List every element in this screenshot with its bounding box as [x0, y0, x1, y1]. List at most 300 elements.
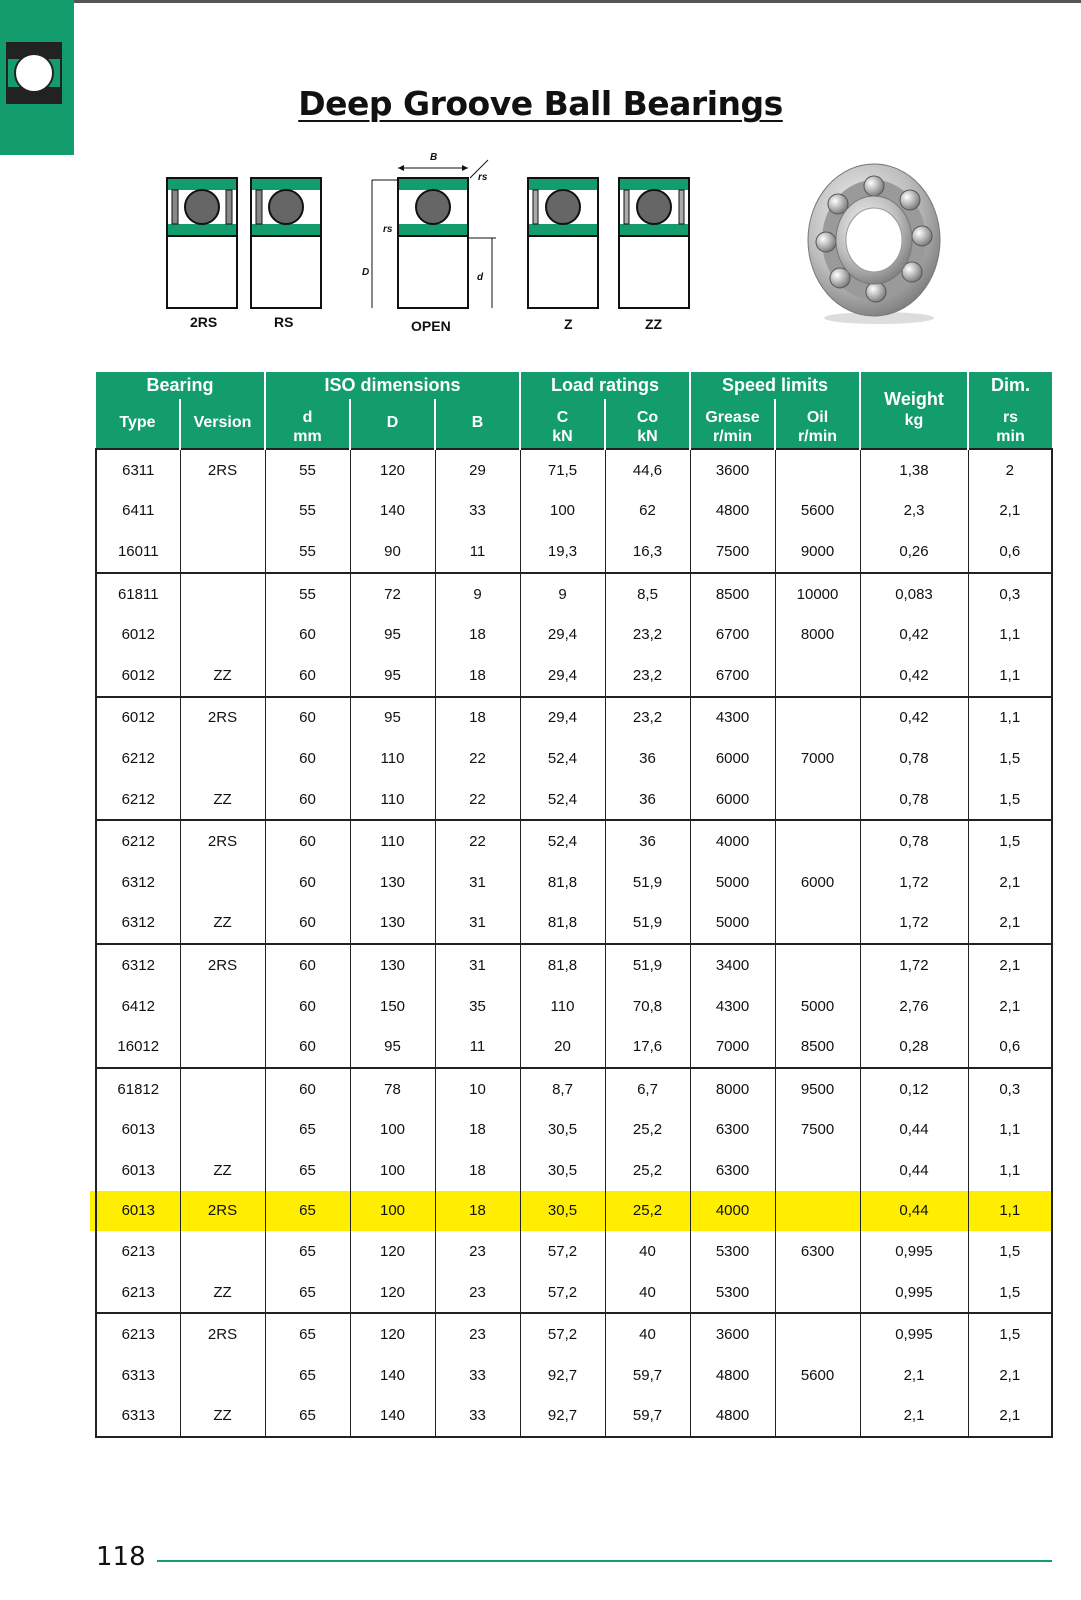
table-cell: 51,9	[605, 903, 690, 945]
diagram-label-zz: ZZ	[645, 316, 663, 332]
table-row	[96, 1191, 1052, 1232]
table-cell: 17,6	[605, 1026, 690, 1068]
table-row	[96, 820, 1052, 862]
table-cell: 110	[350, 820, 435, 862]
table-cell	[180, 1026, 265, 1068]
table-cell	[180, 614, 265, 655]
table-cell: 1,38	[860, 449, 968, 491]
table-cell: 30,5	[520, 1191, 605, 1232]
table-cell: 30,5	[520, 1150, 605, 1191]
table-cell: 4800	[690, 1396, 775, 1438]
section-tab	[0, 0, 74, 155]
table-row	[96, 1150, 1052, 1191]
table-cell: 120	[350, 449, 435, 491]
table-cell: 130	[350, 862, 435, 903]
table-cell: 100	[520, 491, 605, 532]
table-cell	[180, 531, 265, 573]
table-row	[96, 1313, 1052, 1355]
table-cell: 6300	[775, 1231, 860, 1272]
table-cell: 0,6	[968, 1026, 1052, 1068]
group-header-load: Load ratings	[520, 372, 690, 399]
table-cell: 18	[435, 1150, 520, 1191]
table-cell: 95	[350, 1026, 435, 1068]
table-cell: 16,3	[605, 531, 690, 573]
col-header-version: Version	[180, 399, 265, 449]
table-cell: 59,7	[605, 1355, 690, 1396]
table-cell: 33	[435, 1355, 520, 1396]
group-header-iso: ISO dimensions	[265, 372, 520, 399]
table-cell: 52,4	[520, 820, 605, 862]
table-cell: 120	[350, 1313, 435, 1355]
table-cell: 59,7	[605, 1396, 690, 1438]
table-cell: 140	[350, 491, 435, 532]
weight-label: Weight	[884, 389, 944, 409]
table-cell: 1,1	[968, 1191, 1052, 1232]
table-cell: 6212	[96, 779, 180, 821]
spec-table-body	[96, 449, 1052, 1437]
table-cell: 40	[605, 1272, 690, 1314]
table-cell: 36	[605, 779, 690, 821]
table-cell: 8000	[690, 1068, 775, 1110]
table-cell: 65	[265, 1355, 350, 1396]
table-cell: ZZ	[180, 1396, 265, 1438]
table-cell: 6300	[690, 1110, 775, 1151]
table-cell: 60	[265, 779, 350, 821]
table-cell: 6013	[96, 1110, 180, 1151]
table-cell: 2,1	[968, 1355, 1052, 1396]
table-cell: 130	[350, 903, 435, 945]
table-cell: 0,42	[860, 697, 968, 739]
table-cell: 6212	[96, 820, 180, 862]
table-cell: 7500	[775, 1110, 860, 1151]
table-cell: 31	[435, 862, 520, 903]
table-cell	[775, 1191, 860, 1232]
table-cell: 100	[350, 1191, 435, 1232]
col-d-label: d	[302, 409, 313, 426]
table-cell: 29,4	[520, 614, 605, 655]
table-cell: 25,2	[605, 1150, 690, 1191]
col-grease-label: Grease	[705, 409, 760, 426]
table-cell: 8,5	[605, 573, 690, 615]
table-cell: 65	[265, 1272, 350, 1314]
table-row	[96, 655, 1052, 697]
table-cell: 140	[350, 1355, 435, 1396]
top-rule	[0, 0, 1081, 3]
table-cell: 0,3	[968, 573, 1052, 615]
table-cell: 6012	[96, 697, 180, 739]
table-cell: 4800	[690, 491, 775, 532]
table-cell: 5300	[690, 1231, 775, 1272]
table-cell: 6700	[690, 655, 775, 697]
bearing-photo	[804, 158, 954, 328]
table-cell: 60	[265, 1026, 350, 1068]
table-cell: 110	[350, 779, 435, 821]
table-cell: 60	[265, 903, 350, 945]
table-row	[96, 614, 1052, 655]
table-cell: 30,5	[520, 1110, 605, 1151]
table-cell: 6213	[96, 1313, 180, 1355]
table-cell: 4800	[690, 1355, 775, 1396]
table-cell	[775, 655, 860, 697]
group-header-bearing: Bearing	[96, 372, 265, 399]
table-cell: 1,5	[968, 1313, 1052, 1355]
table-cell: 55	[265, 449, 350, 491]
table-cell	[775, 697, 860, 739]
table-cell: 8000	[775, 614, 860, 655]
col-c-unit: kN	[552, 428, 573, 445]
table-cell: 1,72	[860, 862, 968, 903]
table-cell: 31	[435, 903, 520, 945]
table-row	[96, 944, 1052, 986]
table-cell: 61812	[96, 1068, 180, 1110]
table-cell: 81,8	[520, 944, 605, 986]
table-cell: 11	[435, 1026, 520, 1068]
table-cell: 60	[265, 944, 350, 986]
table-cell: 110	[520, 986, 605, 1027]
table-cell: 2,1	[968, 986, 1052, 1027]
table-cell: 8500	[775, 1026, 860, 1068]
table-cell: 18	[435, 655, 520, 697]
table-cell: 6311	[96, 449, 180, 491]
col-header-type: Type	[96, 399, 180, 449]
table-cell: 60	[265, 820, 350, 862]
table-cell	[180, 986, 265, 1027]
table-cell: ZZ	[180, 1272, 265, 1314]
table-cell: 2,3	[860, 491, 968, 532]
table-cell: 130	[350, 944, 435, 986]
table-row	[96, 1355, 1052, 1396]
table-cell: 2	[968, 449, 1052, 491]
table-cell: 6313	[96, 1396, 180, 1438]
table-cell: 51,9	[605, 862, 690, 903]
diagram-label-open: OPEN	[411, 318, 451, 334]
col-header-d	[265, 399, 350, 449]
table-cell: 22	[435, 820, 520, 862]
table-cell: 6213	[96, 1231, 180, 1272]
table-cell: 8500	[690, 573, 775, 615]
table-cell	[180, 1110, 265, 1151]
table-cell: 6313	[96, 1355, 180, 1396]
table-row	[96, 573, 1052, 615]
table-cell: 5000	[690, 862, 775, 903]
table-cell: 65	[265, 1110, 350, 1151]
table-row	[96, 449, 1052, 491]
table-cell: 150	[350, 986, 435, 1027]
diagram-rs	[251, 178, 321, 330]
table-cell: 29,4	[520, 697, 605, 739]
table-cell: 55	[265, 573, 350, 615]
table-cell: ZZ	[180, 903, 265, 945]
table-cell: 62	[605, 491, 690, 532]
table-cell: 0,42	[860, 614, 968, 655]
table-cell: 6000	[775, 862, 860, 903]
table-cell	[180, 491, 265, 532]
table-cell: 5300	[690, 1272, 775, 1314]
table-cell	[775, 1396, 860, 1438]
col-rs-unit: min	[996, 428, 1025, 445]
table-row	[96, 1231, 1052, 1272]
table-cell: 1,72	[860, 903, 968, 945]
table-cell: 5000	[690, 903, 775, 945]
table-cell: 1,1	[968, 697, 1052, 739]
table-row	[96, 697, 1052, 739]
table-cell: 95	[350, 614, 435, 655]
table-cell: 0,42	[860, 655, 968, 697]
table-cell: 23,2	[605, 655, 690, 697]
table-cell: 0,083	[860, 573, 968, 615]
table-cell: 2,1	[968, 903, 1052, 945]
table-cell: 35	[435, 986, 520, 1027]
table-cell: 0,26	[860, 531, 968, 573]
table-cell: 81,8	[520, 862, 605, 903]
table-cell: 6212	[96, 738, 180, 779]
table-row	[96, 1396, 1052, 1438]
table-cell: 4300	[690, 697, 775, 739]
table-cell: 20	[520, 1026, 605, 1068]
table-cell: 2RS	[180, 820, 265, 862]
table-cell: 5000	[775, 986, 860, 1027]
col-header-outer-d: D	[350, 399, 435, 449]
table-cell: 6012	[96, 655, 180, 697]
table-row	[96, 779, 1052, 821]
table-row	[96, 738, 1052, 779]
table-cell: 140	[350, 1396, 435, 1438]
dim-label-b: B	[430, 152, 438, 163]
col-co-label: Co	[636, 409, 659, 426]
table-cell: 52,4	[520, 738, 605, 779]
table-cell	[180, 1231, 265, 1272]
table-cell: 44,6	[605, 449, 690, 491]
table-cell: 6013	[96, 1191, 180, 1232]
table-cell: 5600	[775, 1355, 860, 1396]
table-cell: 1,72	[860, 944, 968, 986]
diagram-open	[362, 152, 496, 334]
table-cell: 2,1	[968, 862, 1052, 903]
table-cell: 18	[435, 1191, 520, 1232]
group-header-weight	[860, 372, 968, 449]
table-cell: 7500	[690, 531, 775, 573]
table-cell: 60	[265, 738, 350, 779]
table-cell: 2RS	[180, 1313, 265, 1355]
group-header-dim: Dim.	[968, 372, 1052, 399]
table-cell: 1,5	[968, 1272, 1052, 1314]
table-cell: 65	[265, 1231, 350, 1272]
table-cell: 1,1	[968, 1110, 1052, 1151]
table-cell: 2,1	[860, 1355, 968, 1396]
table-cell: 6013	[96, 1150, 180, 1191]
table-cell: 2,76	[860, 986, 968, 1027]
table-cell: 19,3	[520, 531, 605, 573]
table-cell: 1,1	[968, 655, 1052, 697]
table-cell: 7000	[775, 738, 860, 779]
table-cell: 6012	[96, 614, 180, 655]
table-cell: 6000	[690, 779, 775, 821]
table-cell: 6312	[96, 944, 180, 986]
table-row	[96, 1110, 1052, 1151]
table-cell: 60	[265, 986, 350, 1027]
table-cell: 57,2	[520, 1272, 605, 1314]
table-cell: 92,7	[520, 1396, 605, 1438]
table-cell: 60	[265, 697, 350, 739]
table-cell: 6412	[96, 986, 180, 1027]
col-header-co	[605, 399, 690, 449]
weight-unit: kg	[904, 412, 924, 429]
table-cell: ZZ	[180, 1150, 265, 1191]
diagram-label-z: Z	[564, 316, 573, 332]
table-cell: 0,28	[860, 1026, 968, 1068]
col-d-unit: mm	[293, 428, 322, 445]
table-cell: 60	[265, 862, 350, 903]
table-cell: ZZ	[180, 779, 265, 821]
table-cell: ZZ	[180, 655, 265, 697]
table-cell: 0,78	[860, 779, 968, 821]
table-cell	[775, 820, 860, 862]
table-cell: 0,44	[860, 1110, 968, 1151]
table-cell: 29	[435, 449, 520, 491]
table-cell: 22	[435, 779, 520, 821]
table-cell	[775, 1313, 860, 1355]
bearing-variant-diagrams	[0, 150, 720, 350]
table-row	[96, 1272, 1052, 1314]
table-cell: 2,1	[968, 944, 1052, 986]
table-cell: 0,995	[860, 1313, 968, 1355]
dim-label-rs-side: rs	[383, 224, 393, 235]
table-cell: 1,5	[968, 820, 1052, 862]
table-cell: 9500	[775, 1068, 860, 1110]
table-row	[96, 1026, 1052, 1068]
table-cell: 0,6	[968, 531, 1052, 573]
table-cell: 0,3	[968, 1068, 1052, 1110]
table-cell: 61811	[96, 573, 180, 615]
table-cell: 18	[435, 614, 520, 655]
table-row	[96, 531, 1052, 573]
table-cell: 100	[350, 1150, 435, 1191]
table-cell: 3400	[690, 944, 775, 986]
dim-label-d-outer: D	[362, 267, 370, 278]
table-cell: 51,9	[605, 944, 690, 986]
table-cell: 10000	[775, 573, 860, 615]
group-header-speed: Speed limits	[690, 372, 860, 399]
table-cell	[775, 944, 860, 986]
table-cell	[180, 738, 265, 779]
table-cell: 4000	[690, 820, 775, 862]
footer-rule	[157, 1560, 1052, 1562]
table-cell: 31	[435, 944, 520, 986]
table-cell: 1,5	[968, 1231, 1052, 1272]
table-cell: 0,44	[860, 1150, 968, 1191]
table-cell: 6300	[690, 1150, 775, 1191]
col-grease-unit: r/min	[712, 428, 753, 445]
table-cell: 22	[435, 738, 520, 779]
diagram-zz	[619, 178, 689, 332]
table-cell: 95	[350, 655, 435, 697]
dim-label-d-inner: d	[477, 272, 484, 283]
col-header-oil	[775, 399, 860, 449]
table-cell: 6213	[96, 1272, 180, 1314]
table-cell: 11	[435, 531, 520, 573]
table-cell: 1,1	[968, 614, 1052, 655]
dim-label-rs-top: rs	[478, 172, 488, 183]
table-cell: 1,5	[968, 738, 1052, 779]
table-cell: 33	[435, 1396, 520, 1438]
table-cell: 2,1	[968, 1396, 1052, 1438]
table-cell	[775, 779, 860, 821]
table-cell: 55	[265, 491, 350, 532]
col-rs-label: rs	[1002, 409, 1019, 426]
table-cell: 95	[350, 697, 435, 739]
table-cell: 0,995	[860, 1231, 968, 1272]
col-co-unit: kN	[637, 428, 658, 445]
col-oil-unit: r/min	[797, 428, 838, 445]
table-cell: 120	[350, 1272, 435, 1314]
table-cell: 9	[520, 573, 605, 615]
table-cell: 2RS	[180, 944, 265, 986]
table-cell: 6,7	[605, 1068, 690, 1110]
table-cell: 65	[265, 1150, 350, 1191]
table-cell: 29,4	[520, 655, 605, 697]
col-header-b: B	[435, 399, 520, 449]
table-cell: 9000	[775, 531, 860, 573]
table-cell: 7000	[690, 1026, 775, 1068]
col-header-c	[520, 399, 605, 449]
diagram-label-rs: RS	[274, 314, 294, 330]
table-cell: 40	[605, 1231, 690, 1272]
table-cell	[180, 1355, 265, 1396]
table-cell: 6312	[96, 862, 180, 903]
table-cell: 23	[435, 1313, 520, 1355]
table-cell: 2,1	[860, 1396, 968, 1438]
table-cell: 10	[435, 1068, 520, 1110]
table-cell: 2,1	[968, 491, 1052, 532]
table-cell: 23	[435, 1231, 520, 1272]
col-oil-label: Oil	[806, 409, 829, 426]
table-cell: 65	[265, 1313, 350, 1355]
table-cell	[775, 903, 860, 945]
table-cell: 72	[350, 573, 435, 615]
table-cell: 16012	[96, 1026, 180, 1068]
table-cell: 110	[350, 738, 435, 779]
table-cell: 60	[265, 1068, 350, 1110]
table-row	[96, 986, 1052, 1027]
table-cell: 120	[350, 1231, 435, 1272]
table-cell: 60	[265, 655, 350, 697]
table-cell: 81,8	[520, 903, 605, 945]
table-cell: 0,78	[860, 820, 968, 862]
table-cell: 65	[265, 1191, 350, 1232]
table-cell: 0,995	[860, 1272, 968, 1314]
table-cell: 23,2	[605, 697, 690, 739]
table-cell: 92,7	[520, 1355, 605, 1396]
table-cell	[775, 1272, 860, 1314]
table-cell: 6312	[96, 903, 180, 945]
table-cell: 100	[350, 1110, 435, 1151]
table-cell: 33	[435, 491, 520, 532]
table-row	[96, 491, 1052, 532]
table-cell: 25,2	[605, 1191, 690, 1232]
table-cell: 3600	[690, 1313, 775, 1355]
table-cell: 23	[435, 1272, 520, 1314]
table-cell: 0,44	[860, 1191, 968, 1232]
table-row	[96, 1068, 1052, 1110]
table-cell: 1,1	[968, 1150, 1052, 1191]
table-cell	[775, 449, 860, 491]
page-number: 118	[96, 1542, 146, 1572]
table-cell: 36	[605, 738, 690, 779]
table-cell: 25,2	[605, 1110, 690, 1151]
table-cell: 4000	[690, 1191, 775, 1232]
table-cell	[180, 1068, 265, 1110]
table-cell: 18	[435, 697, 520, 739]
